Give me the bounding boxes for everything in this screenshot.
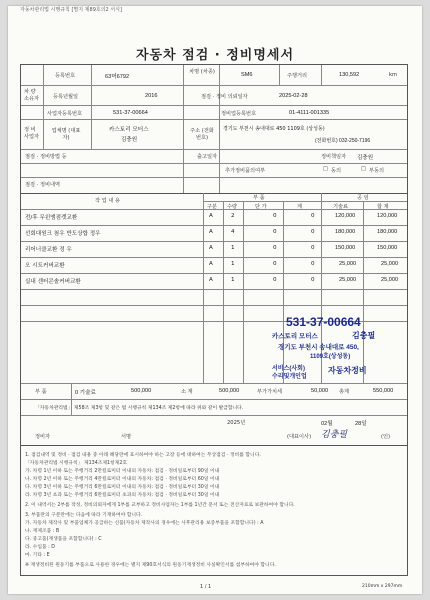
sign-month: 02월 (321, 421, 333, 427)
rule (21, 119, 407, 120)
item-header: 작 업 내 용 (95, 198, 120, 204)
totals-label: 부 품 (35, 389, 47, 395)
method-label: 점검 · 정비방법 등 (25, 154, 67, 160)
date-value: 2025-02-28 (279, 93, 308, 99)
table-row-price: 0 (273, 213, 277, 219)
note-line: 나. 차령 2년 이하 또는 주행거리 4만킬로미터 이내의 자동차: 점검 · 정비일로부터 60일 이내 (25, 477, 220, 482)
table-row-price: 0 (273, 229, 277, 235)
date-label: 점검 · 정비 의뢰일자 (201, 94, 248, 100)
table-row-qty: 4 (231, 229, 235, 235)
bizno-value: 531-37-00664 (113, 110, 148, 116)
table-row-qty: 2 (231, 213, 235, 219)
note-line: 다. 중고품(재생품을 포함합니다) : C (25, 537, 102, 542)
note-line: 가. 차령 1년 이하 또는 주행거리 2만킬로미터 이내의 자동차: 점검 · 정비일로부터 90일 이내 (25, 469, 220, 474)
bizno-label: 사업자등록번호 (47, 111, 83, 117)
rule (21, 445, 407, 446)
rule (219, 65, 220, 193)
stamp-rep: 김충필 (352, 331, 376, 340)
totals-fee-value: 500,000 (131, 388, 152, 394)
license-value: 01-4111-001335 (289, 110, 330, 116)
table-row-sum: 0 (311, 261, 315, 267)
license-label: 정비업등록번호 (221, 111, 257, 117)
page-indicator: 1 / 1 (200, 584, 212, 590)
rule (183, 65, 184, 193)
owner-sign-label: 서명 (121, 434, 132, 440)
table-row-fee: 25,000 (339, 277, 357, 283)
rule (321, 65, 322, 85)
addr-value: 경기도 부천시 송내대로 450 1109호 (상성동) (223, 126, 325, 132)
note-line: 다. 차령 3년 이하 또는 주행거리 6만킬로미터 이내의 자동차: 점검 · 정비일로부터 30일 이내 (25, 485, 220, 490)
rule (21, 177, 407, 178)
table-row-kind: A (209, 245, 213, 251)
table-row-fee: 120,000 (335, 213, 356, 219)
table-row-price: 0 (273, 245, 277, 251)
subtotal-value: 500,000 (219, 388, 240, 394)
form-reference: 자동차관리법 시행규칙 [별지 제89호의2 서식] (20, 7, 122, 13)
mileage-value: 130,592 (339, 72, 360, 78)
table-row-price: 0 (273, 261, 277, 267)
note-line: 3. 부품란의 구분란에는 다음에 따라 기재하여야 합니다. (25, 513, 143, 518)
year-label: 등록년월일 (53, 94, 79, 100)
mileage-label: 주행거리 (287, 73, 308, 79)
agree-label: 동의 (331, 168, 342, 174)
table-row-total: 25,000 (381, 277, 399, 283)
note-line: 라. 차령 3년 초과 또는 주행거리 6만킬로미터 초과의 자동차: 점검 · 정비일로부터 30일 이내 (25, 493, 220, 498)
rule (21, 289, 407, 290)
document-title: 자동차 점검 · 정비명세서 (135, 48, 295, 63)
table-row-name: 실내 센터콘솔커버교환 (25, 279, 81, 285)
stamp-addr1: 경기도 부천시 송내대로 450, (278, 344, 359, 351)
note-line: 가. 자동차 제작사 및 부품업체가 공급하는 신품(자동차 제작사의 경우에는 사후관리용 보증부품을 포함합니다) : A (25, 521, 264, 526)
grand-total-value: 550,000 (373, 388, 394, 394)
rule (21, 415, 407, 416)
table-row-kind: A (209, 229, 213, 235)
rule (21, 241, 407, 242)
stamp-svc2: 수리및개인업 (272, 374, 307, 380)
work-label: 점검 · 정비내역 (25, 182, 61, 188)
vat-value: 50,000 (311, 388, 329, 394)
parts-header: 부 품 (253, 195, 265, 201)
note-line: 1. 점검내역 및 정비 · 점검 내용 중 아래 해당란에 표시하여야 하는 고장 등에 대하여는 무상점검 · 정비를 합니다. (25, 453, 261, 458)
rule (203, 201, 407, 202)
reg-no-label: 등록번호 (55, 73, 76, 79)
note-line: 나. 재제조품 : B (25, 529, 60, 534)
issue-date-label: 출고일자 (197, 154, 218, 160)
rule (21, 149, 407, 150)
disagree-label: 부동의 (369, 168, 385, 174)
table-row-total: 25,000 (381, 261, 399, 267)
stamp-svc-name: 자동차정비 (328, 366, 367, 375)
col-qty: 수량 (227, 204, 238, 210)
table-row-kind: A (209, 277, 213, 283)
reg-no-value: 63머6792 (105, 74, 130, 80)
table-row-qty: 1 (231, 277, 235, 283)
table-row-sum: 0 (311, 277, 315, 283)
col-total: 합 계 (377, 204, 389, 210)
table-row-kind: A (209, 261, 213, 267)
table-row-price: 0 (273, 277, 277, 283)
note-line: 라. 수입품 : D (25, 545, 55, 550)
table-row-name: 전/후 무윈앰점켓교환 (25, 215, 78, 221)
table-row-total: 120,000 (377, 213, 398, 219)
year-value: 2016 (145, 93, 158, 99)
table-row-sum: 0 (311, 229, 315, 235)
shop-name-label: 업체명 (대표자) (51, 128, 81, 141)
rule (21, 225, 407, 226)
shop-rep-value: 김충원 (121, 137, 138, 143)
rule (21, 305, 407, 306)
agree-checkbox-icon[interactable]: □ (323, 166, 328, 172)
mileage-unit: km (389, 72, 398, 78)
worker-label: 정비책임자 (321, 154, 347, 160)
table-row-fee: 180,000 (335, 229, 356, 235)
phone-value: (전화번호) 032-250-7196 (315, 138, 371, 144)
col-price: 단 가 (255, 204, 267, 210)
totals-fee-prefix: 0 기술료 (75, 390, 96, 396)
paper-size: 210mm x 297mm (362, 584, 403, 589)
rule (21, 85, 407, 86)
stamp-bizno: 531-37-00664 (286, 315, 361, 329)
rule (21, 273, 407, 274)
col-fee: 기술료 (333, 204, 349, 210)
sign-year: 2025년 (227, 420, 246, 426)
rule (203, 193, 204, 383)
maintainer-label: 정비자 (35, 434, 51, 440)
table-row-name: 리어너클교환 정 우 (25, 247, 72, 253)
stamp-svc1: 서비스(사회) (272, 366, 305, 372)
disagree-checkbox-icon[interactable]: □ (361, 166, 366, 172)
seal-mark: (인) (381, 434, 391, 440)
rule (21, 105, 407, 106)
rule (21, 257, 407, 258)
labor-header: 공 임 (357, 195, 369, 201)
rep-signature: 김충필 (321, 430, 348, 440)
table-row-total: 150,000 (377, 245, 398, 251)
rule (43, 65, 44, 149)
stamp-name: 카스토리 모터스 (272, 333, 318, 340)
grand-total-label: 총계 (339, 389, 350, 395)
table-row-sum: 0 (311, 213, 315, 219)
statement-text: 「자동차관리법」 제58조 제3항 및 같은 법 시행규칙 제134조 제2항에 따라 위와 같이 발급합니다. (35, 406, 244, 411)
owner-section-label: 차 량 소유자 (24, 89, 40, 102)
supply-label: 추가정비품의여부 (225, 168, 266, 174)
shop-name-value: 카스토리 모터스 (109, 127, 149, 133)
business-stamp (272, 315, 404, 393)
table-row-qty: 1 (231, 261, 235, 267)
rule (21, 399, 407, 400)
sign-day: 28일 (355, 421, 367, 427)
table-row-fee: 25,000 (339, 261, 357, 267)
rule (243, 201, 244, 383)
col-sum: 계 (297, 204, 303, 210)
addr-label: 주소 (전화번호) (190, 128, 214, 141)
rule (279, 65, 280, 85)
subtotal-label: 소 계 (181, 389, 193, 395)
shop-section-label: 정 비 사업자 (24, 127, 40, 140)
rule (223, 201, 224, 383)
rule (91, 65, 92, 149)
table-row-name: 오 시트커버교환 (25, 263, 65, 269)
note-line: 2. 이 내역서는 2부를 작성, 정비의뢰자에게 1부를 교부하고 정비사업자는 1부를 1년간 문서 또는 전산자료로 보관하여야 합니다. (25, 503, 295, 508)
note-line: 마. 기타 : E (25, 553, 50, 558)
table-row-name: 선회대원크 첨우 반도상합 정우 (25, 231, 101, 237)
stamp-addr2: 1109호(상성동) (310, 354, 351, 360)
model-label: 차명 (차종) (189, 69, 215, 75)
rule (21, 163, 407, 164)
col-kind: 구분 (207, 204, 218, 210)
model-value: SM6 (241, 72, 253, 78)
table-row-fee: 150,000 (335, 245, 356, 251)
table-row-total: 180,000 (377, 229, 398, 235)
table-row-kind: A (209, 213, 213, 219)
vat-label: 부가가치세 (257, 389, 283, 395)
note-line: 「자동차관리법 시행규칙」 제134조제1항제2호 (25, 461, 128, 466)
worker-value: 김충원 (357, 155, 374, 161)
note-line: ※ 재생정비된 원동기를 부품으로 사용한 경우에는 별지 제90호서식의 원동기재생정비 사실확인서를 첨부하여야 합니다. (25, 563, 276, 568)
rep-label: (대표이사) (287, 434, 312, 440)
rule (21, 193, 407, 194)
table-row-qty: 1 (231, 245, 235, 251)
table-row-sum: 0 (311, 245, 315, 251)
